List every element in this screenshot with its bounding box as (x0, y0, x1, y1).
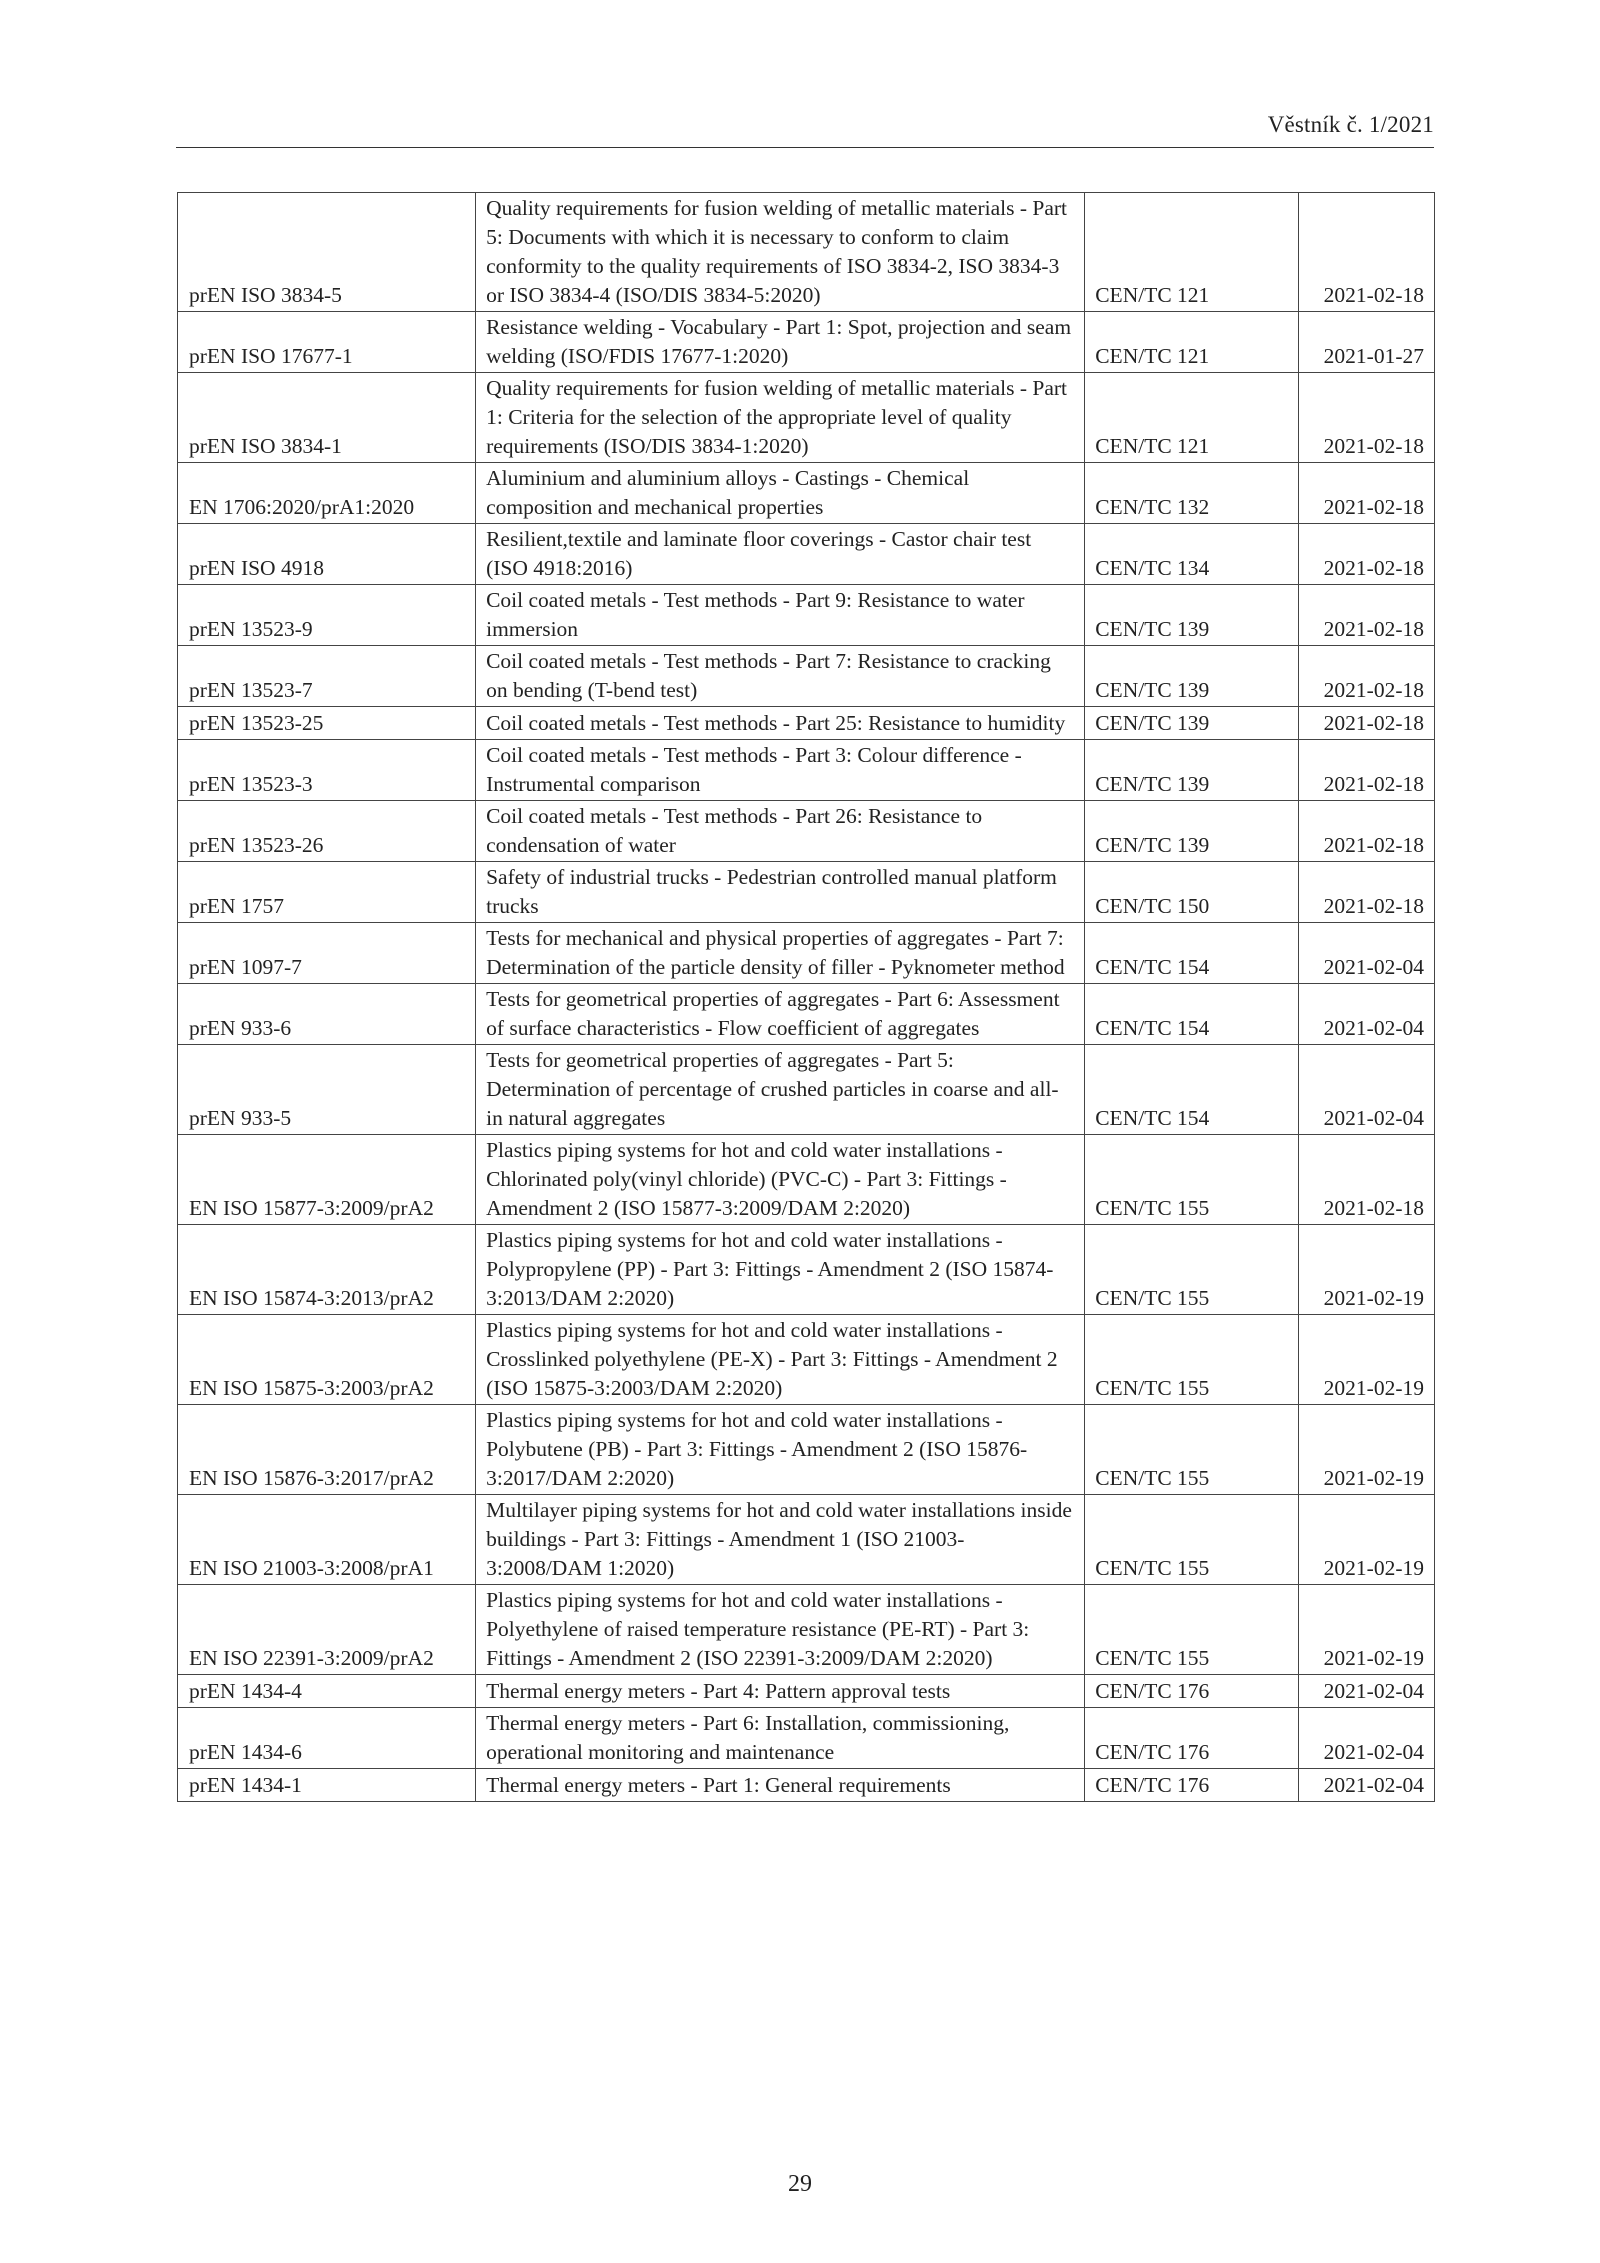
table-row (178, 585, 1435, 646)
standard-code-cell: EN ISO 15875-3:2003/prA2 (178, 1315, 476, 1405)
table-row (178, 1225, 1435, 1315)
standard-title-cell: Plastics piping systems for hot and cold water installations - Polyethylene of raised temperature resistance (PE-RT) - Part 3: Fittings - Amendment 2 (ISO 22391-3:2009/DAM 2:2020) (476, 1585, 1085, 1675)
table-row (178, 463, 1435, 524)
table-row (178, 1135, 1435, 1225)
standard-code-cell: prEN ISO 4918 (178, 524, 476, 585)
deadline-date-cell: 2021-02-04 (1299, 1045, 1435, 1135)
standard-title-cell: Plastics piping systems for hot and cold water installations - Crosslinked polyethylene (PE-X) - Part 3: Fittings - Amendment 2 (ISO 15875-3:2003/DAM 2:2020) (476, 1315, 1085, 1405)
standard-code-cell: prEN 1434-6 (178, 1708, 476, 1769)
standard-title-cell: Plastics piping systems for hot and cold water installations - Chlorinated poly(vinyl chloride) (PVC-C) - Part 3: Fittings - Amendment 2 (ISO 15877-3:2009/DAM 2:2020) (476, 1135, 1085, 1225)
deadline-date-cell: 2021-02-19 (1299, 1405, 1435, 1495)
standard-code-cell: prEN 933-5 (178, 1045, 476, 1135)
standard-code-cell: prEN 933-6 (178, 984, 476, 1045)
standard-code-cell: EN 1706:2020/prA1:2020 (178, 463, 476, 524)
technical-committee-cell: CEN/TC 139 (1085, 801, 1299, 862)
standards-table-body (178, 193, 1435, 1802)
deadline-date-cell: 2021-02-04 (1299, 984, 1435, 1045)
standard-title-cell: Resilient,textile and laminate floor coverings - Castor chair test (ISO 4918:2016) (476, 524, 1085, 585)
standard-title-cell: Thermal energy meters - Part 4: Pattern approval tests (476, 1675, 1085, 1708)
standard-code-cell: prEN 1097-7 (178, 923, 476, 984)
table-row (178, 923, 1435, 984)
standard-title-cell: Coil coated metals - Test methods - Part 26: Resistance to condensation of water (476, 801, 1085, 862)
deadline-date-cell: 2021-02-04 (1299, 1708, 1435, 1769)
deadline-date-cell: 2021-02-19 (1299, 1225, 1435, 1315)
deadline-date-cell: 2021-02-18 (1299, 646, 1435, 707)
deadline-date-cell: 2021-02-18 (1299, 801, 1435, 862)
deadline-date-cell: 2021-02-18 (1299, 524, 1435, 585)
deadline-date-cell: 2021-02-04 (1299, 1675, 1435, 1708)
deadline-date-cell: 2021-02-18 (1299, 463, 1435, 524)
deadline-date-cell: 2021-02-18 (1299, 373, 1435, 463)
table-row (178, 1315, 1435, 1405)
technical-committee-cell: CEN/TC 139 (1085, 740, 1299, 801)
technical-committee-cell: CEN/TC 121 (1085, 193, 1299, 312)
standard-title-cell: Coil coated metals - Test methods - Part 9: Resistance to water immersion (476, 585, 1085, 646)
standard-title-cell: Resistance welding - Vocabulary - Part 1: Spot, projection and seam welding (ISO/FDIS 17677-1:2020) (476, 312, 1085, 373)
technical-committee-cell: CEN/TC 155 (1085, 1135, 1299, 1225)
technical-committee-cell: CEN/TC 155 (1085, 1225, 1299, 1315)
table-row (178, 1675, 1435, 1708)
table-row (178, 707, 1435, 740)
deadline-date-cell: 2021-01-27 (1299, 312, 1435, 373)
standard-title-cell: Tests for mechanical and physical properties of aggregates - Part 7: Determination of the particle density of filler - Pyknometer method (476, 923, 1085, 984)
standard-title-cell: Thermal energy meters - Part 1: General requirements (476, 1769, 1085, 1802)
standard-title-cell: Coil coated metals - Test methods - Part 3: Colour difference - Instrumental comparison (476, 740, 1085, 801)
technical-committee-cell: CEN/TC 176 (1085, 1769, 1299, 1802)
standard-code-cell: prEN 1757 (178, 862, 476, 923)
standard-code-cell: prEN 13523-3 (178, 740, 476, 801)
table-row (178, 524, 1435, 585)
table-row (178, 193, 1435, 312)
technical-committee-cell: CEN/TC 155 (1085, 1315, 1299, 1405)
standard-code-cell: prEN ISO 3834-5 (178, 193, 476, 312)
technical-committee-cell: CEN/TC 176 (1085, 1708, 1299, 1769)
technical-committee-cell: CEN/TC 150 (1085, 862, 1299, 923)
page-header (176, 110, 1434, 148)
standard-code-cell: EN ISO 15876-3:2017/prA2 (178, 1405, 476, 1495)
deadline-date-cell: 2021-02-19 (1299, 1495, 1435, 1585)
standard-code-cell: prEN 1434-4 (178, 1675, 476, 1708)
standard-code-cell: prEN 13523-7 (178, 646, 476, 707)
standard-title-cell: Safety of industrial trucks - Pedestrian controlled manual platform trucks (476, 862, 1085, 923)
standard-title-cell: Plastics piping systems for hot and cold water installations - Polypropylene (PP) - Part 3: Fittings - Amendment 2 (ISO 15874-3:2013/DAM 2:2020) (476, 1225, 1085, 1315)
standard-code-cell: prEN 13523-25 (178, 707, 476, 740)
technical-committee-cell: CEN/TC 134 (1085, 524, 1299, 585)
standard-code-cell: EN ISO 22391-3:2009/prA2 (178, 1585, 476, 1675)
standard-title-cell: Coil coated metals - Test methods - Part 25: Resistance to humidity (476, 707, 1085, 740)
table-row (178, 312, 1435, 373)
table-row (178, 646, 1435, 707)
table-row (178, 801, 1435, 862)
deadline-date-cell: 2021-02-18 (1299, 740, 1435, 801)
standard-code-cell: EN ISO 15877-3:2009/prA2 (178, 1135, 476, 1225)
deadline-date-cell: 2021-02-19 (1299, 1315, 1435, 1405)
journal-title: Věstník č. 1/2021 (1267, 112, 1434, 137)
table-row (178, 373, 1435, 463)
technical-committee-cell: CEN/TC 121 (1085, 373, 1299, 463)
table-row (178, 984, 1435, 1045)
table-row (178, 1585, 1435, 1675)
technical-committee-cell: CEN/TC 155 (1085, 1405, 1299, 1495)
table-row (178, 1495, 1435, 1585)
table-row (178, 862, 1435, 923)
standard-title-cell: Thermal energy meters - Part 6: Installation, commissioning, operational monitoring and maintenance (476, 1708, 1085, 1769)
deadline-date-cell: 2021-02-18 (1299, 707, 1435, 740)
standard-title-cell: Quality requirements for fusion welding of metallic materials - Part 5: Documents with which it is necessary to conform to claim conformity to the quality requirements of ISO 3834-2, ISO 3834-3 or ISO 3834-4 (ISO/DIS 3834-5:2020) (476, 193, 1085, 312)
table-row (178, 1045, 1435, 1135)
standard-title-cell: Aluminium and aluminium alloys - Castings - Chemical composition and mechanical properties (476, 463, 1085, 524)
technical-committee-cell: CEN/TC 155 (1085, 1585, 1299, 1675)
standard-code-cell: prEN ISO 3834-1 (178, 373, 476, 463)
standard-title-cell: Quality requirements for fusion welding of metallic materials - Part 1: Criteria for the selection of the appropriate level of quality requirements (ISO/DIS 3834-1:2020) (476, 373, 1085, 463)
deadline-date-cell: 2021-02-18 (1299, 862, 1435, 923)
deadline-date-cell: 2021-02-18 (1299, 1135, 1435, 1225)
deadline-date-cell: 2021-02-18 (1299, 585, 1435, 646)
deadline-date-cell: 2021-02-19 (1299, 1585, 1435, 1675)
technical-committee-cell: CEN/TC 139 (1085, 585, 1299, 646)
technical-committee-cell: CEN/TC 154 (1085, 923, 1299, 984)
standard-code-cell: prEN 13523-26 (178, 801, 476, 862)
table-row (178, 1708, 1435, 1769)
standards-table (177, 192, 1435, 1802)
table-row (178, 1769, 1435, 1802)
standard-code-cell: prEN ISO 17677-1 (178, 312, 476, 373)
technical-committee-cell: CEN/TC 176 (1085, 1675, 1299, 1708)
standard-title-cell: Multilayer piping systems for hot and cold water installations inside buildings - Part 3: Fittings - Amendment 1 (ISO 21003-3:2008/DAM 1:2020) (476, 1495, 1085, 1585)
standard-code-cell: prEN 1434-1 (178, 1769, 476, 1802)
deadline-date-cell: 2021-02-04 (1299, 923, 1435, 984)
technical-committee-cell: CEN/TC 154 (1085, 984, 1299, 1045)
technical-committee-cell: CEN/TC 139 (1085, 646, 1299, 707)
standard-code-cell: prEN 13523-9 (178, 585, 476, 646)
deadline-date-cell: 2021-02-18 (1299, 193, 1435, 312)
standard-title-cell: Coil coated metals - Test methods - Part 7: Resistance to cracking on bending (T-bend test) (476, 646, 1085, 707)
technical-committee-cell: CEN/TC 154 (1085, 1045, 1299, 1135)
standard-title-cell: Tests for geometrical properties of aggregates - Part 5: Determination of percentage of crushed particles in coarse and all-in natural aggregates (476, 1045, 1085, 1135)
standard-code-cell: EN ISO 21003-3:2008/prA1 (178, 1495, 476, 1585)
standard-code-cell: EN ISO 15874-3:2013/prA2 (178, 1225, 476, 1315)
deadline-date-cell: 2021-02-04 (1299, 1769, 1435, 1802)
standard-title-cell: Plastics piping systems for hot and cold water installations - Polybutene (PB) - Part 3: Fittings - Amendment 2 (ISO 15876-3:2017/DAM 2:2020) (476, 1405, 1085, 1495)
technical-committee-cell: CEN/TC 155 (1085, 1495, 1299, 1585)
technical-committee-cell: CEN/TC 132 (1085, 463, 1299, 524)
technical-committee-cell: CEN/TC 121 (1085, 312, 1299, 373)
page-number: 29 (788, 2171, 812, 2197)
table-row (178, 1405, 1435, 1495)
table-row (178, 740, 1435, 801)
technical-committee-cell: CEN/TC 139 (1085, 707, 1299, 740)
standard-title-cell: Tests for geometrical properties of aggregates - Part 6: Assessment of surface characteristics - Flow coefficient of aggregates (476, 984, 1085, 1045)
